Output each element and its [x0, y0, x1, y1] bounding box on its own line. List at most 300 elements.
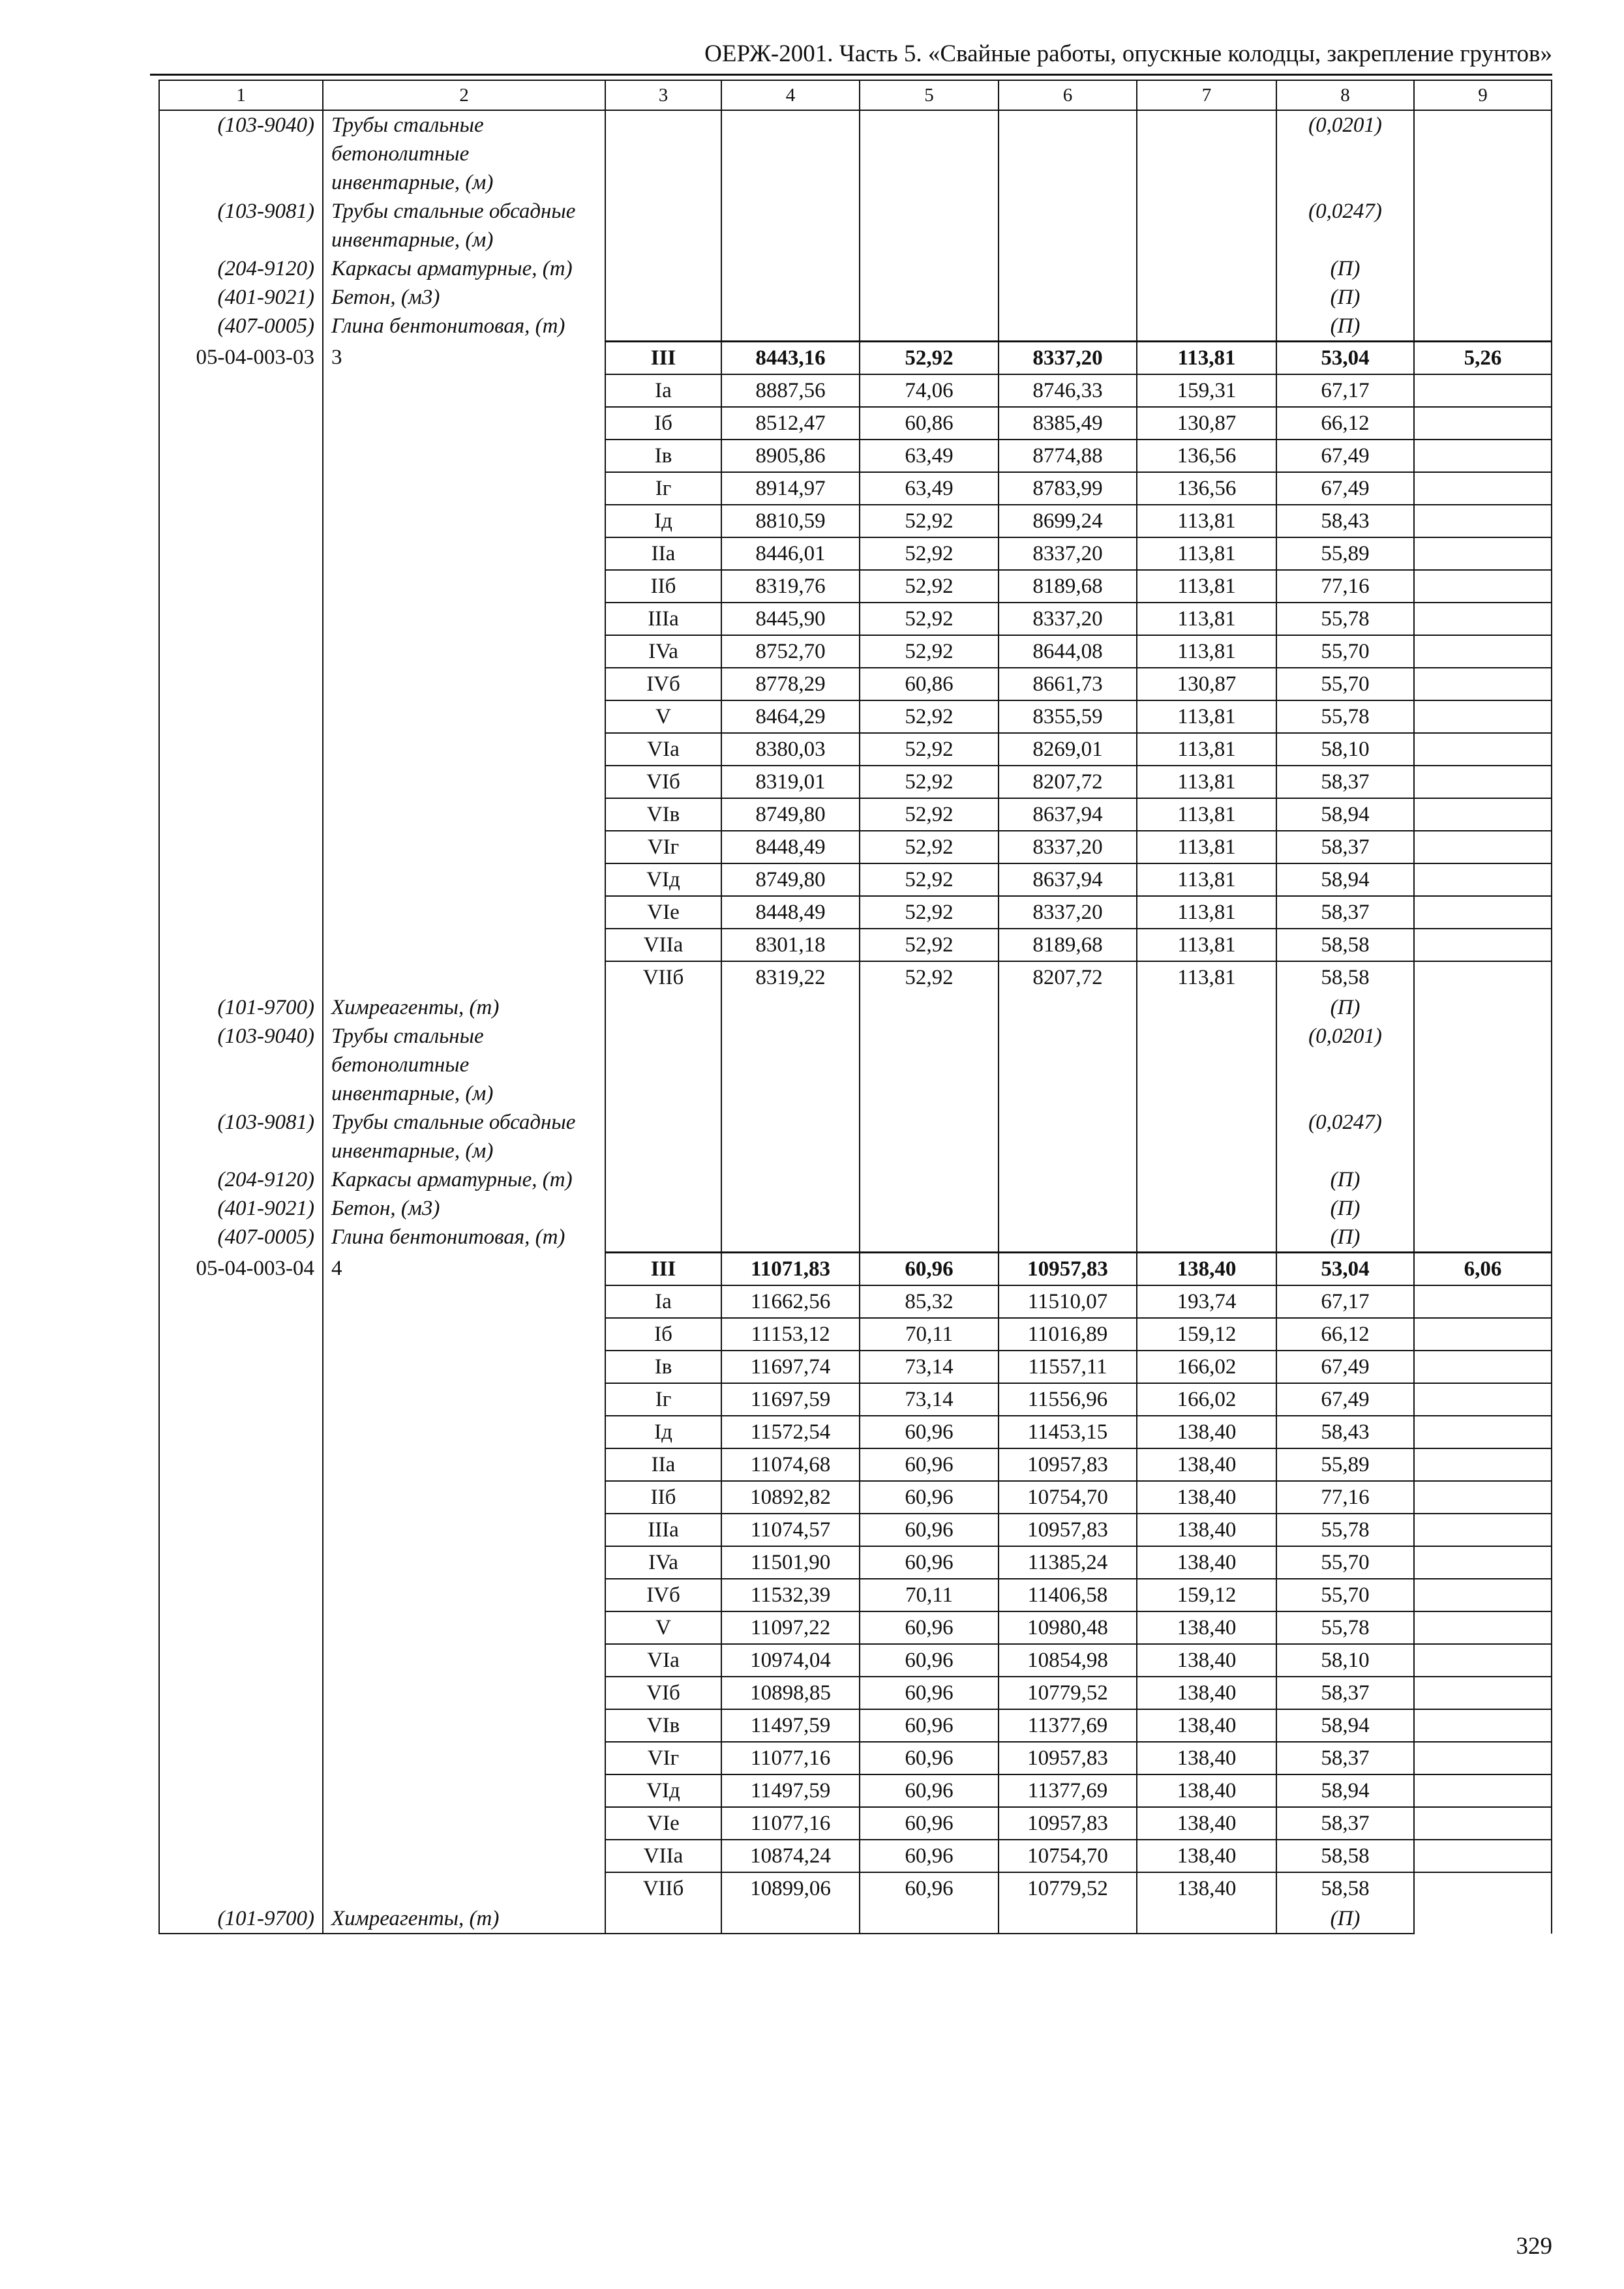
resource-name: Трубы стальные бетонолитные инвентарные, (м): [323, 1022, 605, 1108]
empty-cell: [1414, 440, 1552, 472]
empty-cell: [1414, 798, 1552, 831]
empty-cell: [1414, 312, 1552, 342]
empty-cell: [1414, 1383, 1552, 1416]
table-row: [159, 1872, 1552, 1904]
table-row: [159, 1709, 1552, 1742]
resource-code: (204-9120): [159, 254, 323, 283]
labor: 58,37: [1276, 1677, 1414, 1709]
total-cost: 11153,12: [721, 1318, 860, 1351]
wages: 70,11: [860, 1579, 999, 1611]
empty-cell: [605, 254, 721, 283]
wages: 52,92: [860, 635, 999, 668]
zone-code: IIa: [605, 537, 721, 570]
empty-cell: [159, 896, 323, 929]
table-row: [159, 1383, 1552, 1416]
machines: 8774,88: [999, 440, 1137, 472]
empty-cell: [159, 1579, 323, 1611]
machines: 10854,98: [999, 1644, 1137, 1677]
resource-name: Химреагенты, (т): [323, 1904, 605, 1934]
empty-cell: [860, 254, 999, 283]
empty-cell: [159, 570, 323, 603]
empty-cell: [159, 1644, 323, 1677]
resource-row: [159, 1904, 1552, 1934]
empty-cell: [1414, 1481, 1552, 1514]
machinist-wages: 113,81: [1137, 342, 1276, 375]
wages: 52,92: [860, 570, 999, 603]
labor: 58,37: [1276, 831, 1414, 863]
machinist-wages: 113,81: [1137, 863, 1276, 896]
machines: 8337,20: [999, 896, 1137, 929]
resource-value: (0,0247): [1276, 197, 1414, 254]
machinist-wages: 138,40: [1137, 1872, 1276, 1904]
empty-cell: [159, 733, 323, 766]
machines: 10957,83: [999, 1807, 1137, 1840]
empty-cell: [323, 1285, 605, 1318]
resource-name: Трубы стальные бетонолитные инвентарные, (м): [323, 110, 605, 197]
resource-value: (П): [1276, 312, 1414, 342]
zone-code: VIг: [605, 1742, 721, 1774]
labor: 58,37: [1276, 1742, 1414, 1774]
resource-row: [159, 283, 1552, 312]
empty-cell: [323, 700, 605, 733]
resource-row: [159, 312, 1552, 342]
labor: 58,37: [1276, 1807, 1414, 1840]
machinist-wages: 113,81: [1137, 537, 1276, 570]
empty-cell: [860, 993, 999, 1022]
table-row: [159, 1351, 1552, 1383]
labor: 55,70: [1276, 1546, 1414, 1579]
empty-cell: [605, 110, 721, 197]
table-row: [159, 1840, 1552, 1872]
empty-cell: [605, 197, 721, 254]
wages: 60,96: [860, 1448, 999, 1481]
empty-cell: [721, 1904, 860, 1934]
wages: 52,92: [860, 896, 999, 929]
zone-code: Iг: [605, 472, 721, 505]
labor: 55,78: [1276, 1514, 1414, 1546]
resource-code: (103-9040): [159, 1022, 323, 1108]
total-cost: 8445,90: [721, 603, 860, 635]
empty-cell: [1414, 1840, 1552, 1872]
table-row: [159, 1774, 1552, 1807]
empty-cell: [323, 603, 605, 635]
empty-cell: [999, 283, 1137, 312]
wages: 52,92: [860, 831, 999, 863]
header-rule: [150, 74, 1552, 76]
page-number: 329: [1516, 2233, 1552, 2260]
empty-cell: [1137, 283, 1276, 312]
table-row: [159, 1481, 1552, 1514]
table-row: [159, 570, 1552, 603]
wages: 60,96: [860, 1481, 999, 1514]
wages: 52,92: [860, 505, 999, 537]
empty-cell: [1414, 929, 1552, 961]
machines: 8637,94: [999, 798, 1137, 831]
empty-cell: [323, 1448, 605, 1481]
empty-cell: [605, 993, 721, 1022]
resource-name: Глина бентонитовая, (т): [323, 1223, 605, 1253]
empty-cell: [1137, 312, 1276, 342]
machines: 10957,83: [999, 1448, 1137, 1481]
machines: 8269,01: [999, 733, 1137, 766]
resource-name: Каркасы арматурные, (т): [323, 254, 605, 283]
empty-cell: [323, 766, 605, 798]
labor: 58,58: [1276, 929, 1414, 961]
machinist-wages: 138,40: [1137, 1253, 1276, 1286]
resource-value: (0,0201): [1276, 1022, 1414, 1108]
empty-cell: [860, 1194, 999, 1223]
empty-cell: [999, 1165, 1137, 1194]
table-row: [159, 896, 1552, 929]
empty-cell: [1414, 1318, 1552, 1351]
resource-name: Трубы стальные обсадные инвентарные, (м): [323, 1108, 605, 1165]
empty-cell: [323, 374, 605, 407]
machinist-wages: 138,40: [1137, 1709, 1276, 1742]
empty-cell: [1137, 1165, 1276, 1194]
section-name: 4: [323, 1253, 605, 1286]
empty-cell: [1414, 1546, 1552, 1579]
machines: 11557,11: [999, 1351, 1137, 1383]
labor: 66,12: [1276, 1318, 1414, 1351]
empty-cell: [999, 254, 1137, 283]
wages: 52,92: [860, 961, 999, 993]
empty-cell: [1414, 1709, 1552, 1742]
total-cost: 8778,29: [721, 668, 860, 700]
resource-code: (103-9040): [159, 110, 323, 197]
resource-value: (П): [1276, 254, 1414, 283]
resource-value: (0,0247): [1276, 1108, 1414, 1165]
table-row: [159, 1644, 1552, 1677]
wages: 74,06: [860, 374, 999, 407]
machinist-wages: 138,40: [1137, 1807, 1276, 1840]
empty-cell: [159, 505, 323, 537]
total-cost: 11572,54: [721, 1416, 860, 1448]
labor: 58,37: [1276, 766, 1414, 798]
empty-cell: [323, 1677, 605, 1709]
machinist-wages: 138,40: [1137, 1611, 1276, 1644]
zone-code: IIб: [605, 1481, 721, 1514]
labor: 67,49: [1276, 440, 1414, 472]
empty-cell: [860, 312, 999, 342]
total-cost: 8301,18: [721, 929, 860, 961]
wages: 60,86: [860, 407, 999, 440]
empty-cell: [1414, 1194, 1552, 1223]
zone-code: VIб: [605, 766, 721, 798]
empty-cell: [159, 668, 323, 700]
wages: 60,96: [860, 1840, 999, 1872]
empty-cell: [323, 537, 605, 570]
empty-cell: [999, 1022, 1137, 1108]
empty-cell: [1414, 1448, 1552, 1481]
wages: 85,32: [860, 1285, 999, 1318]
table-row: [159, 1448, 1552, 1481]
empty-cell: [159, 1840, 323, 1872]
machinist-wages: 138,40: [1137, 1448, 1276, 1481]
empty-cell: [605, 1223, 721, 1253]
wages: 73,14: [860, 1351, 999, 1383]
empty-cell: [159, 537, 323, 570]
machinist-wages: 159,31: [1137, 374, 1276, 407]
labor: 58,10: [1276, 1644, 1414, 1677]
total-cost: 11532,39: [721, 1579, 860, 1611]
total-cost: 11497,59: [721, 1774, 860, 1807]
machinist-labor: 6,06: [1414, 1253, 1552, 1286]
empty-cell: [999, 1108, 1137, 1165]
zone-code: IVб: [605, 668, 721, 700]
empty-cell: [1137, 197, 1276, 254]
empty-cell: [159, 831, 323, 863]
zone-code: Iд: [605, 505, 721, 537]
wages: 60,96: [860, 1644, 999, 1677]
machinist-wages: 113,81: [1137, 505, 1276, 537]
labor: 58,94: [1276, 863, 1414, 896]
total-cost: 8448,49: [721, 896, 860, 929]
empty-cell: [860, 1022, 999, 1108]
table-row: [159, 1546, 1552, 1579]
empty-cell: [999, 1223, 1137, 1253]
machines: 10779,52: [999, 1872, 1137, 1904]
resource-code: (103-9081): [159, 197, 323, 254]
empty-cell: [1414, 733, 1552, 766]
wages: 52,92: [860, 603, 999, 635]
empty-cell: [1414, 635, 1552, 668]
total-cost: 8446,01: [721, 537, 860, 570]
wages: 60,96: [860, 1253, 999, 1286]
empty-cell: [1414, 197, 1552, 254]
labor: 58,37: [1276, 896, 1414, 929]
zone-code: VIIб: [605, 1872, 721, 1904]
machines: 8189,68: [999, 929, 1137, 961]
machines: 8746,33: [999, 374, 1137, 407]
total-cost: 8752,70: [721, 635, 860, 668]
empty-cell: [1414, 603, 1552, 635]
empty-cell: [323, 1709, 605, 1742]
labor: 58,58: [1276, 961, 1414, 993]
machinist-wages: 138,40: [1137, 1774, 1276, 1807]
empty-cell: [1414, 961, 1552, 993]
empty-cell: [159, 1774, 323, 1807]
empty-cell: [159, 1285, 323, 1318]
total-cost: 11501,90: [721, 1546, 860, 1579]
empty-cell: [323, 1742, 605, 1774]
empty-cell: [159, 700, 323, 733]
total-cost: 11662,56: [721, 1285, 860, 1318]
wages: 70,11: [860, 1318, 999, 1351]
resource-row: [159, 993, 1552, 1022]
empty-cell: [323, 1644, 605, 1677]
empty-cell: [159, 766, 323, 798]
table-row: [159, 733, 1552, 766]
machines: 11377,69: [999, 1774, 1137, 1807]
empty-cell: [323, 1774, 605, 1807]
labor: 55,70: [1276, 635, 1414, 668]
machinist-wages: 136,56: [1137, 440, 1276, 472]
machinist-wages: 130,87: [1137, 407, 1276, 440]
empty-cell: [159, 1416, 323, 1448]
empty-cell: [1414, 831, 1552, 863]
empty-cell: [323, 505, 605, 537]
resource-row: [159, 1022, 1552, 1108]
table-row: [159, 603, 1552, 635]
empty-cell: [721, 1022, 860, 1108]
wages: 60,96: [860, 1611, 999, 1644]
total-cost: 8810,59: [721, 505, 860, 537]
empty-cell: [860, 1904, 999, 1934]
labor: 58,43: [1276, 1416, 1414, 1448]
zone-code: VIa: [605, 733, 721, 766]
empty-cell: [323, 1514, 605, 1546]
empty-cell: [1137, 254, 1276, 283]
machinist-wages: 113,81: [1137, 570, 1276, 603]
resource-name: Каркасы арматурные, (т): [323, 1165, 605, 1194]
empty-cell: [1414, 1579, 1552, 1611]
resource-code: (103-9081): [159, 1108, 323, 1165]
column-number: 1: [159, 80, 323, 110]
empty-cell: [721, 1108, 860, 1165]
empty-cell: [1414, 896, 1552, 929]
machines: 10779,52: [999, 1677, 1137, 1709]
empty-cell: [721, 312, 860, 342]
wages: 73,14: [860, 1383, 999, 1416]
machines: 8644,08: [999, 635, 1137, 668]
machinist-wages: 113,81: [1137, 635, 1276, 668]
empty-cell: [1414, 1416, 1552, 1448]
wages: 63,49: [860, 440, 999, 472]
total-cost: 8319,76: [721, 570, 860, 603]
labor: 58,10: [1276, 733, 1414, 766]
empty-cell: [323, 1383, 605, 1416]
empty-cell: [323, 1318, 605, 1351]
empty-cell: [1414, 1677, 1552, 1709]
empty-cell: [1414, 472, 1552, 505]
labor: 77,16: [1276, 1481, 1414, 1514]
total-cost: 8448,49: [721, 831, 860, 863]
table-row: [159, 1742, 1552, 1774]
table-row: [159, 766, 1552, 798]
zone-code: Iб: [605, 407, 721, 440]
zone-code: Iб: [605, 1318, 721, 1351]
column-number: 3: [605, 80, 721, 110]
section-code: 05-04-003-03: [159, 342, 323, 375]
empty-cell: [1414, 374, 1552, 407]
total-cost: 11697,74: [721, 1351, 860, 1383]
empty-cell: [1414, 1644, 1552, 1677]
table-row: [159, 1677, 1552, 1709]
zone-code: Ia: [605, 374, 721, 407]
empty-cell: [1414, 700, 1552, 733]
column-number: 9: [1414, 80, 1552, 110]
zone-code: VIIб: [605, 961, 721, 993]
machinist-wages: 113,81: [1137, 896, 1276, 929]
machinist-wages: 136,56: [1137, 472, 1276, 505]
empty-cell: [323, 896, 605, 929]
column-number: 4: [721, 80, 860, 110]
resource-value: (0,0201): [1276, 110, 1414, 197]
resource-row: [159, 1223, 1552, 1253]
wages: 52,92: [860, 863, 999, 896]
empty-cell: [159, 1677, 323, 1709]
empty-cell: [605, 312, 721, 342]
empty-cell: [159, 472, 323, 505]
resource-name: Трубы стальные обсадные инвентарные, (м): [323, 197, 605, 254]
table-row: [159, 407, 1552, 440]
resource-code: (204-9120): [159, 1165, 323, 1194]
empty-cell: [1414, 1285, 1552, 1318]
machinist-wages: 113,81: [1137, 961, 1276, 993]
empty-cell: [721, 1223, 860, 1253]
machines: 8337,20: [999, 603, 1137, 635]
zone-code: IVa: [605, 635, 721, 668]
empty-cell: [323, 1579, 605, 1611]
labor: 53,04: [1276, 1253, 1414, 1286]
empty-cell: [1414, 1807, 1552, 1840]
empty-cell: [1414, 766, 1552, 798]
table-row: [159, 668, 1552, 700]
empty-cell: [860, 1223, 999, 1253]
empty-cell: [323, 798, 605, 831]
column-number: 2: [323, 80, 605, 110]
table-row: [159, 1514, 1552, 1546]
total-cost: 8905,86: [721, 440, 860, 472]
empty-cell: [159, 440, 323, 472]
machinist-wages: 138,40: [1137, 1546, 1276, 1579]
table-row: [159, 635, 1552, 668]
machines: 8337,20: [999, 831, 1137, 863]
empty-cell: [1414, 1611, 1552, 1644]
empty-cell: [1414, 1108, 1552, 1165]
empty-cell: [159, 603, 323, 635]
resource-value: (П): [1276, 993, 1414, 1022]
total-cost: 11077,16: [721, 1742, 860, 1774]
table-row: [159, 863, 1552, 896]
empty-cell: [159, 961, 323, 993]
empty-cell: [159, 863, 323, 896]
total-cost: 10874,24: [721, 1840, 860, 1872]
empty-cell: [1414, 1351, 1552, 1383]
resource-code: (407-0005): [159, 1223, 323, 1253]
wages: 60,96: [860, 1872, 999, 1904]
empty-cell: [1414, 505, 1552, 537]
zone-code: III: [605, 342, 721, 375]
zone-code: IVб: [605, 1579, 721, 1611]
empty-cell: [1414, 1774, 1552, 1807]
empty-cell: [323, 1872, 605, 1904]
labor: 77,16: [1276, 570, 1414, 603]
empty-cell: [1137, 1904, 1276, 1934]
labor: 58,58: [1276, 1840, 1414, 1872]
machines: 8355,59: [999, 700, 1137, 733]
labor: 55,70: [1276, 1579, 1414, 1611]
total-cost: 10898,85: [721, 1677, 860, 1709]
resource-row: [159, 1194, 1552, 1223]
resource-row: [159, 197, 1552, 254]
machinist-wages: 159,12: [1137, 1579, 1276, 1611]
empty-cell: [159, 1807, 323, 1840]
total-cost: 8512,47: [721, 407, 860, 440]
zone-code: VIд: [605, 1774, 721, 1807]
machines: 11377,69: [999, 1709, 1137, 1742]
empty-cell: [1137, 993, 1276, 1022]
wages: 52,92: [860, 342, 999, 375]
labor: 67,49: [1276, 1351, 1414, 1383]
machines: 8385,49: [999, 407, 1137, 440]
machines: 11453,15: [999, 1416, 1137, 1448]
zone-code: Ia: [605, 1285, 721, 1318]
wages: 52,92: [860, 766, 999, 798]
empty-cell: [1137, 1223, 1276, 1253]
machinist-wages: 166,02: [1137, 1351, 1276, 1383]
machinist-wages: 113,81: [1137, 700, 1276, 733]
